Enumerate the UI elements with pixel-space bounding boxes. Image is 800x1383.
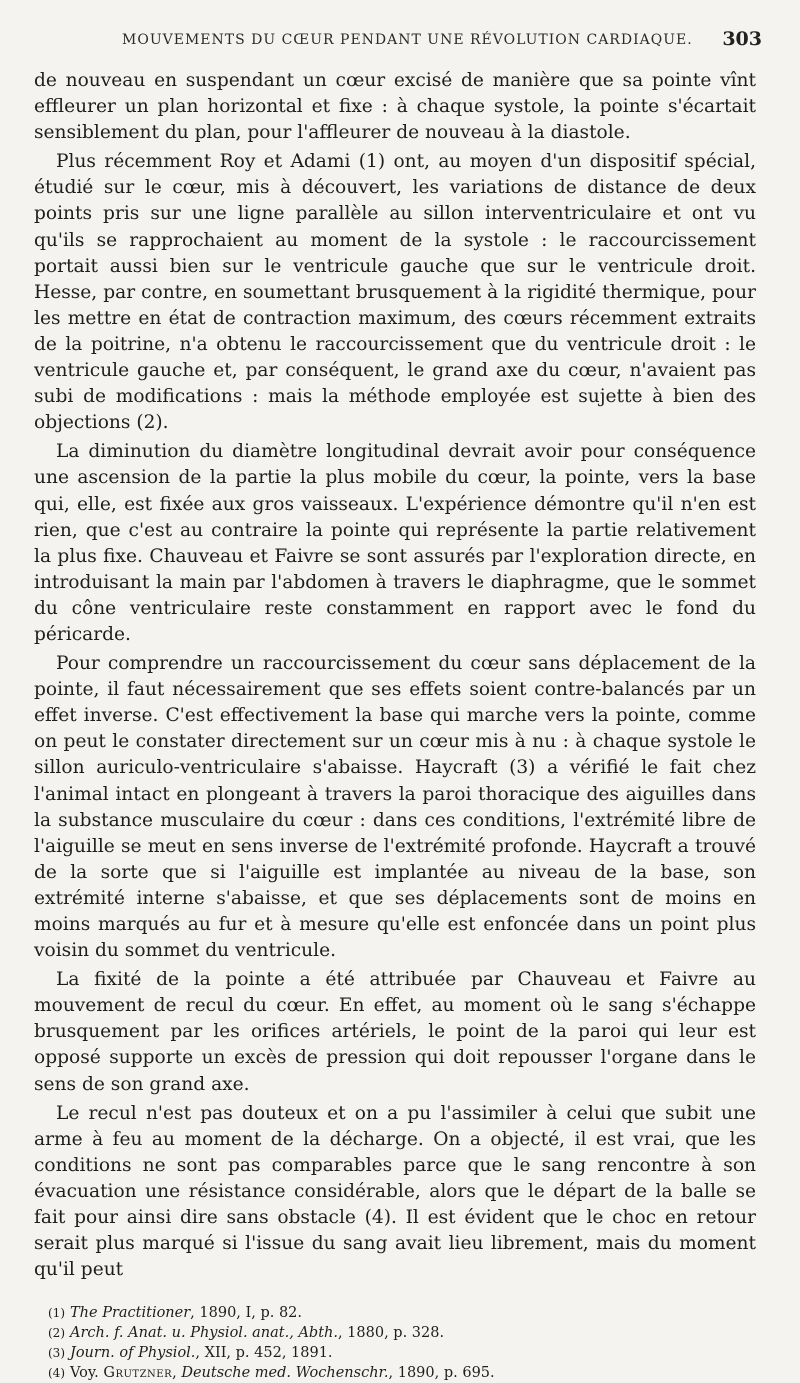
footnote-text <box>70 1343 754 1363</box>
paragraph: La fixité de la pointe a été attribuée par Chauveau et Faivre au mouvement de recul du cœur. En effet, au moment où le sang s'échappe brusquement par les orifices artériels, le point de la paroi qui leur est opposé supporte un excès de pression qui doit repousser l'organe dans le sens de son grand axe. <box>34 969 756 1095</box>
paragraph: La diminution du diamètre longitudinal devrait avoir pour conséquence une ascension de la partie la plus mobile du cœur, la pointe, vers la base qui, elle, est fixée aux gros vaisseaux. L'expérience démontre qu'il n'en est rien, que c'est au contraire la pointe qui représente la partie relativement la plus fixe. Chauveau et Faivre se sont assurés par l'exploration directe, en introduisant la main par l'abdomen à travers le diaphragme, que le sommet du cône ventriculaire reste constamment en rapport avec le fond du péricarde. <box>34 441 756 645</box>
footnote-segment: The Practitioner <box>70 1305 191 1322</box>
body-text <box>34 68 756 1283</box>
footnote-segment: Voy. <box>70 1365 104 1382</box>
footnote <box>34 1363 754 1383</box>
footnote-segment: Journ. of Physiol. <box>70 1345 196 1362</box>
footnote-segment: Grutzner <box>103 1365 173 1382</box>
footnote-number: (3) <box>48 1346 65 1361</box>
paragraph: Pour comprendre un raccourcissement du cœur sans déplacement de la pointe, il faut nécessairement que ses effets soient contre-balancés par un effet inverse. C'est effectivement la base qui marche vers la pointe, comme on peut le constater directement sur un cœur mis à nu : à chaque systole le sillon auriculo-ventriculaire s'abaisse. Haycraft (3) a vérifié le fait chez l'animal intact en plongeant à travers la paroi thoracique des aiguilles dans la substance musculaire du cœur : dans ces conditions, l'extrémité libre de l'aiguille se meut en sens inverse de l'extrémité profonde. Haycraft a trouvé de la sorte que si l'aiguille est implantée au niveau de la base, son extrémité interne s'abaisse, et que ses déplacements sont de moins en moins marqués au fur et à mesure qu'elle est enfoncée dans un point plus voisin du sommet du ventricule. <box>34 653 756 962</box>
paragraph: Plus récemment Roy et Adami (1) ont, au moyen d'un dispositif spécial, étudié sur le cœur, mis à découvert, les variations de distance de deux points pris sur une ligne parallèle au sillon interventriculaire et ont vu qu'ils se rapprochaient au moment de la systole : le raccourcissement portait aussi bien sur le ventricule gauche que sur le ventricule droit. Hesse, par contre, en soumettant brusquement à la rigidité thermique, pour les mettre en état de contraction maximum, des cœurs récemment extraits de la poitrine, n'a obtenu le raccourcissement que du ventricule droit : le ventricule gauche et, par conséquent, le grand axe du cœur, n'avaient pas subi de modifications : mais la méthode employée est sujette à bien des objections (2). <box>34 151 756 434</box>
footnote-segment: , <box>172 1365 182 1382</box>
footnote <box>34 1323 754 1343</box>
running-title: MOUVEMENTS DU CŒUR PENDANT UNE RÉVOLUTION CARDIAQUE. <box>122 32 693 48</box>
paragraph: de nouveau en suspendant un cœur excisé de manière que sa pointe vînt effleurer un plan horizontal et fixe : à chaque systole, la pointe s'écartait sensiblement du plan, pour l'affleurer de nouveau à la diastole. <box>34 70 756 144</box>
footnote-number: (2) <box>48 1326 65 1341</box>
footnote-text <box>70 1363 754 1383</box>
footnote-segment: , 1880, p. 328. <box>337 1325 445 1342</box>
footnote-segment: Arch. f. Anat. u. Physiol. anat., Abth. <box>70 1325 338 1342</box>
footnote-text <box>70 1303 754 1323</box>
footnote-segment: Deutsche med. Wochenschr. <box>181 1365 389 1382</box>
footnote-segment: , 1890, I, p. 82. <box>190 1305 303 1322</box>
footnote-segment: , 1890, p. 695. <box>388 1365 495 1382</box>
running-head <box>34 28 760 54</box>
footnote-number: (1) <box>48 1306 65 1321</box>
footnote <box>34 1343 754 1363</box>
footnote-segment: , XII, p. 452, 1891. <box>195 1345 333 1362</box>
page-number: 303 <box>722 28 762 50</box>
footnote <box>34 1303 754 1323</box>
footnotes <box>34 1303 754 1383</box>
footnote-text <box>70 1323 754 1343</box>
footnote-number: (4) <box>48 1366 65 1381</box>
paragraph: Le recul n'est pas douteux et on a pu l'assimiler à celui que subit une arme à feu au moment de la décharge. On a objecté, il est vrai, que les conditions ne sont pas comparables parce que le sang rencontre à son évacuation une résistance considérable, alors que le départ de la balle se fait pour ainsi dire sans obstacle (4). Il est évident que le choc en retour serait plus marqué si l'issue du sang avait lieu librement, mais du moment qu'il peut <box>34 1102 756 1281</box>
